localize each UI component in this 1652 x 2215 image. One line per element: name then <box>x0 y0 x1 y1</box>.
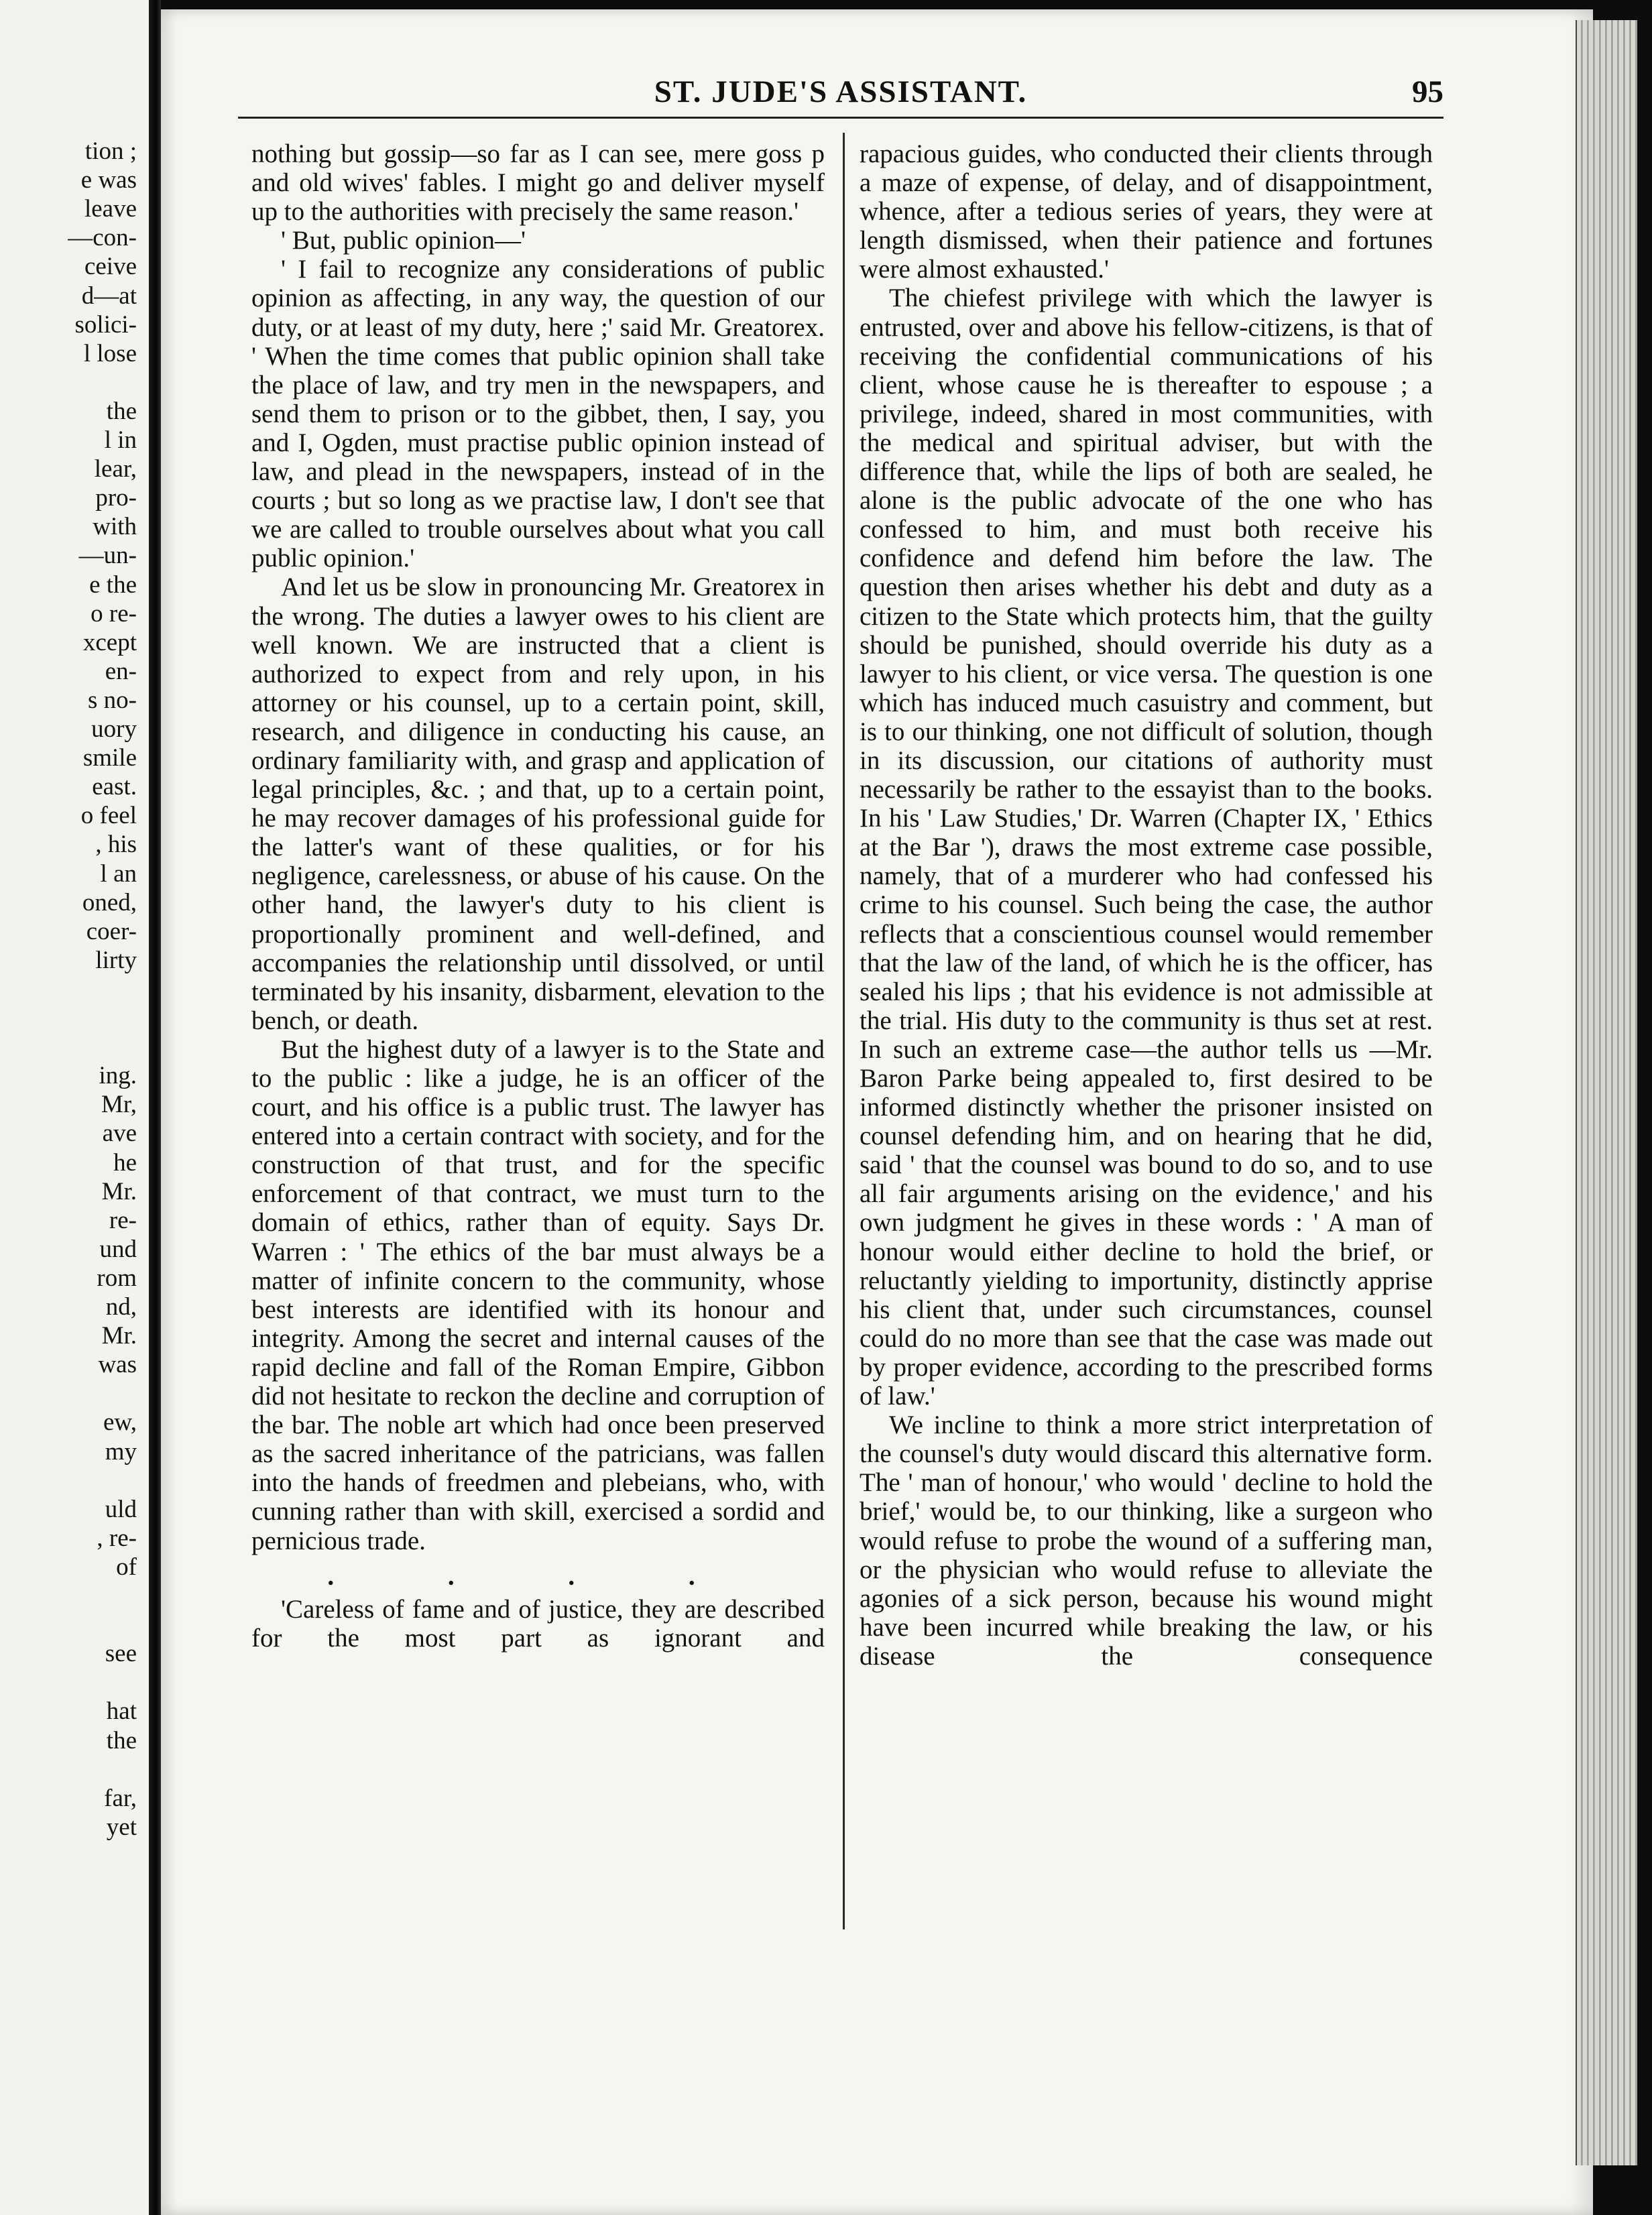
prev-page-line: und <box>99 1235 137 1263</box>
prev-page-line: far, <box>104 1784 137 1812</box>
previous-page-fragment <box>0 0 149 2215</box>
prev-page-line: Mr. <box>101 1322 137 1350</box>
prev-page-line: with <box>93 513 137 541</box>
prev-page-line: of <box>116 1553 137 1581</box>
paragraph: nothing but gossip—so far as I can see, mere goss p and old wives' fables. I might go and deliver myself up to the authorities with precisely the same reason.' <box>251 139 825 227</box>
running-head <box>238 66 1443 119</box>
prev-page-line: , his <box>95 831 137 859</box>
prev-page-line: oned, <box>82 888 137 916</box>
prev-page-line: leave <box>84 195 137 223</box>
page-number: 95 <box>1412 74 1443 109</box>
left-column <box>251 139 825 1653</box>
prev-page-line: coer- <box>86 917 137 945</box>
prev-page-line: hat <box>106 1697 137 1726</box>
paragraph: But the highest duty of a lawyer is to the State and to the public : like a judge, he is an officer of the court, and his office is a public trust. The lawyer has entered into a certain contract with society, and for the construction of that trust, and for the specific enforcement of that contract, we must turn to the domain of ethics, rather than of equity. Says Dr. Warren : ' The ethics of the bar must always be a matter of infinite concern to the community, whose best interests are identified with its honour and integrity. Among the secret and internal causes of the rapid decline and fall of the Roman Empire, Gibbon did not hesitate to reckon the decline and corruption of the bar. The noble art which had once been preserved as the sacred inheritance of the patricians, was fallen into the hands of freedmen and plebeians, who, with cunning rather than with skill, exercised a sordid and pernicious trade. <box>251 1034 825 1555</box>
column-rule <box>843 133 845 1929</box>
prev-page-line: l an <box>100 859 137 888</box>
prev-page-line: tion ; <box>84 137 137 165</box>
running-title: ST. JUDE'S ASSISTANT. <box>654 74 1028 109</box>
prev-page-line: see <box>105 1640 137 1668</box>
prev-page-line: pro- <box>95 484 137 512</box>
prev-page-line: xcept <box>82 628 137 656</box>
prev-page-line: uld <box>105 1495 137 1523</box>
paragraph: ' I fail to recognize any considerations of public opinion as affecting, in any way, the question of our duty, or at least of my duty, here ;' said Mr. Greatorex. ' When the time comes that public opinion shall take the place of law, and try men in the newspapers, and send them to prison or to the gibbet, then, I say, you and I, Ogden, must practise public opinion instead of law, and plead in the newspapers, instead of in the courts ; but so long as we practise law, I don't see that we are called to trouble ourselves about what you call public opinion.' <box>251 255 825 573</box>
prev-page-line: he <box>113 1148 137 1177</box>
paragraph: We incline to think a more strict interpretation of the counsel's duty would discard this alternative form. The ' man of honour,' who would ' decline to hold the brief,' would be, to our thinking, like a surgeon who would refuse to probe the wound of a suffering man, or the physician who would refuse to alleviate the agonies of a sick person, because his wound might have been incurred while breaking the law, or his disease the consequence <box>860 1411 1433 1671</box>
paragraph: And let us be slow in pronouncing Mr. Greatorex in the wrong. The duties a lawyer owes to his client are well known. We are instructed that a client is authorized to expect from and rely upon, in his attorney or his counsel, up to a certain point, skill, research, and diligence in conducting his cause, an ordinary familiarity with, and grasp and application of legal principles, &c. ; and that, up to a certain point, he may recover damages of his professional guide for the latter's want of these qualities, or for his negligence, carelessness, or abuse of his cause. On the other hand, the lawyer's duty to his client is proportionally prominent and well-defined, and accompanies the relationship until dissolved, or until terminated by his insanity, disbarment, elevation to the bench, or death. <box>251 573 825 1035</box>
prev-page-line: solici- <box>74 310 137 339</box>
prev-page-line: ing. <box>99 1062 137 1090</box>
prev-page-line: lirty <box>95 946 137 974</box>
prev-page-line: ceive <box>84 253 137 281</box>
prev-page-line: the <box>106 1726 137 1754</box>
prev-page-line: —un- <box>78 542 137 570</box>
prev-page-line: , re- <box>97 1524 137 1552</box>
prev-page-line: nd, <box>105 1293 137 1321</box>
prev-page-line: l lose <box>83 339 137 367</box>
prev-page-line: en- <box>105 657 137 685</box>
prev-page-line: ew, <box>103 1409 137 1437</box>
prev-page-line: smile <box>82 744 137 772</box>
prev-page-line: o feel <box>80 802 137 830</box>
prev-page-line: uory <box>91 715 137 743</box>
prev-page-line: Mr. <box>101 1177 137 1205</box>
prev-page-line: rom <box>97 1264 137 1292</box>
prev-page-line: east. <box>92 773 137 801</box>
prev-page-line: ave <box>102 1120 137 1148</box>
prev-page-line: yet <box>106 1813 137 1841</box>
paragraph: ' But, public opinion—' <box>281 226 526 255</box>
prev-page-line: e was <box>80 166 137 194</box>
paragraph: 'Careless of fame and of justice, they are described for the most part as ignorant and <box>251 1594 825 1653</box>
prev-page-line: s no- <box>88 686 137 714</box>
paragraph: rapacious guides, who conducted their clients through a maze of expense, of delay, and of disappointment, whence, after a tedious series of years, they were at length dismissed, when their patience and fortunes were almost exhausted.' <box>860 139 1433 284</box>
prev-page-line: l in <box>104 426 137 454</box>
prev-page-line: o re- <box>91 599 137 627</box>
right-column <box>860 139 1433 1671</box>
prev-page-line: my <box>105 1437 137 1465</box>
prev-page-line: re- <box>109 1206 137 1234</box>
prev-page-line: was <box>98 1351 137 1379</box>
ellipsis-dots: . . . . <box>327 1561 749 1591</box>
page-edges <box>1576 20 1637 2165</box>
paragraph: The chiefest privilege with which the lawyer is entrusted, over and above his fellow-citizens, is that of receiving the confidential communications of his client, whose cause he is thereafter to espouse ; a privilege, indeed, shared in most communities, with the medical and spiritual adviser, but with the difference that, while the lips of both are sealed, he alone is the public advocate of the one who has confessed to him, and must both receive his confidence and defend him before the law. The question then arises whether his debt and duty as a citizen to the State which protects him, that the guilty should be punished, should override his duty as a lawyer to his client, or vice versa. The question is one which has induced much casuistry and comment, but is to our thinking, one not difficult of solution, though in its discussion, our citations of authority must necessarily be rather to the essayist than to the books. In his ' Law Studies,' Dr. Warren (Chapter IX, ' Ethics at the Bar '), draws the most extreme case possible, namely, that of a murderer who had confessed his crime to his counsel. Such being the case, the author reflects that a conscientious counsel would remember that the law of the land, of which he is the officer, has sealed his lips ; that his evidence is not admissible at the trial. His duty to the community is thus set at rest. In such an extreme case—the author tells us —Mr. Baron Parke being appealed to, first desired to be informed distinctly whether the prisoner insisted on counsel defending him, and on hearing that he did, said ' that the counsel was bound to do so, and to use all fair arguments arising on the evidence,' and his own judgment he gives in these words : ' A man of honour would either decline to hold the brief, or reluctantly yielding to importunity, distinctly apprise his client that, under such circumstances, counsel could do no more than see that the case was made out by proper evidence, according to the prescribed forms of law.' <box>860 284 1433 1411</box>
book-gutter <box>149 0 161 2215</box>
prev-page-line: d—at <box>81 282 137 310</box>
prev-page-line: e the <box>89 571 137 599</box>
prev-page-line: —con- <box>68 224 137 252</box>
prev-page-line: the <box>106 397 137 425</box>
prev-page-line: lear, <box>94 455 137 483</box>
prev-page-line: Mr, <box>101 1091 137 1119</box>
